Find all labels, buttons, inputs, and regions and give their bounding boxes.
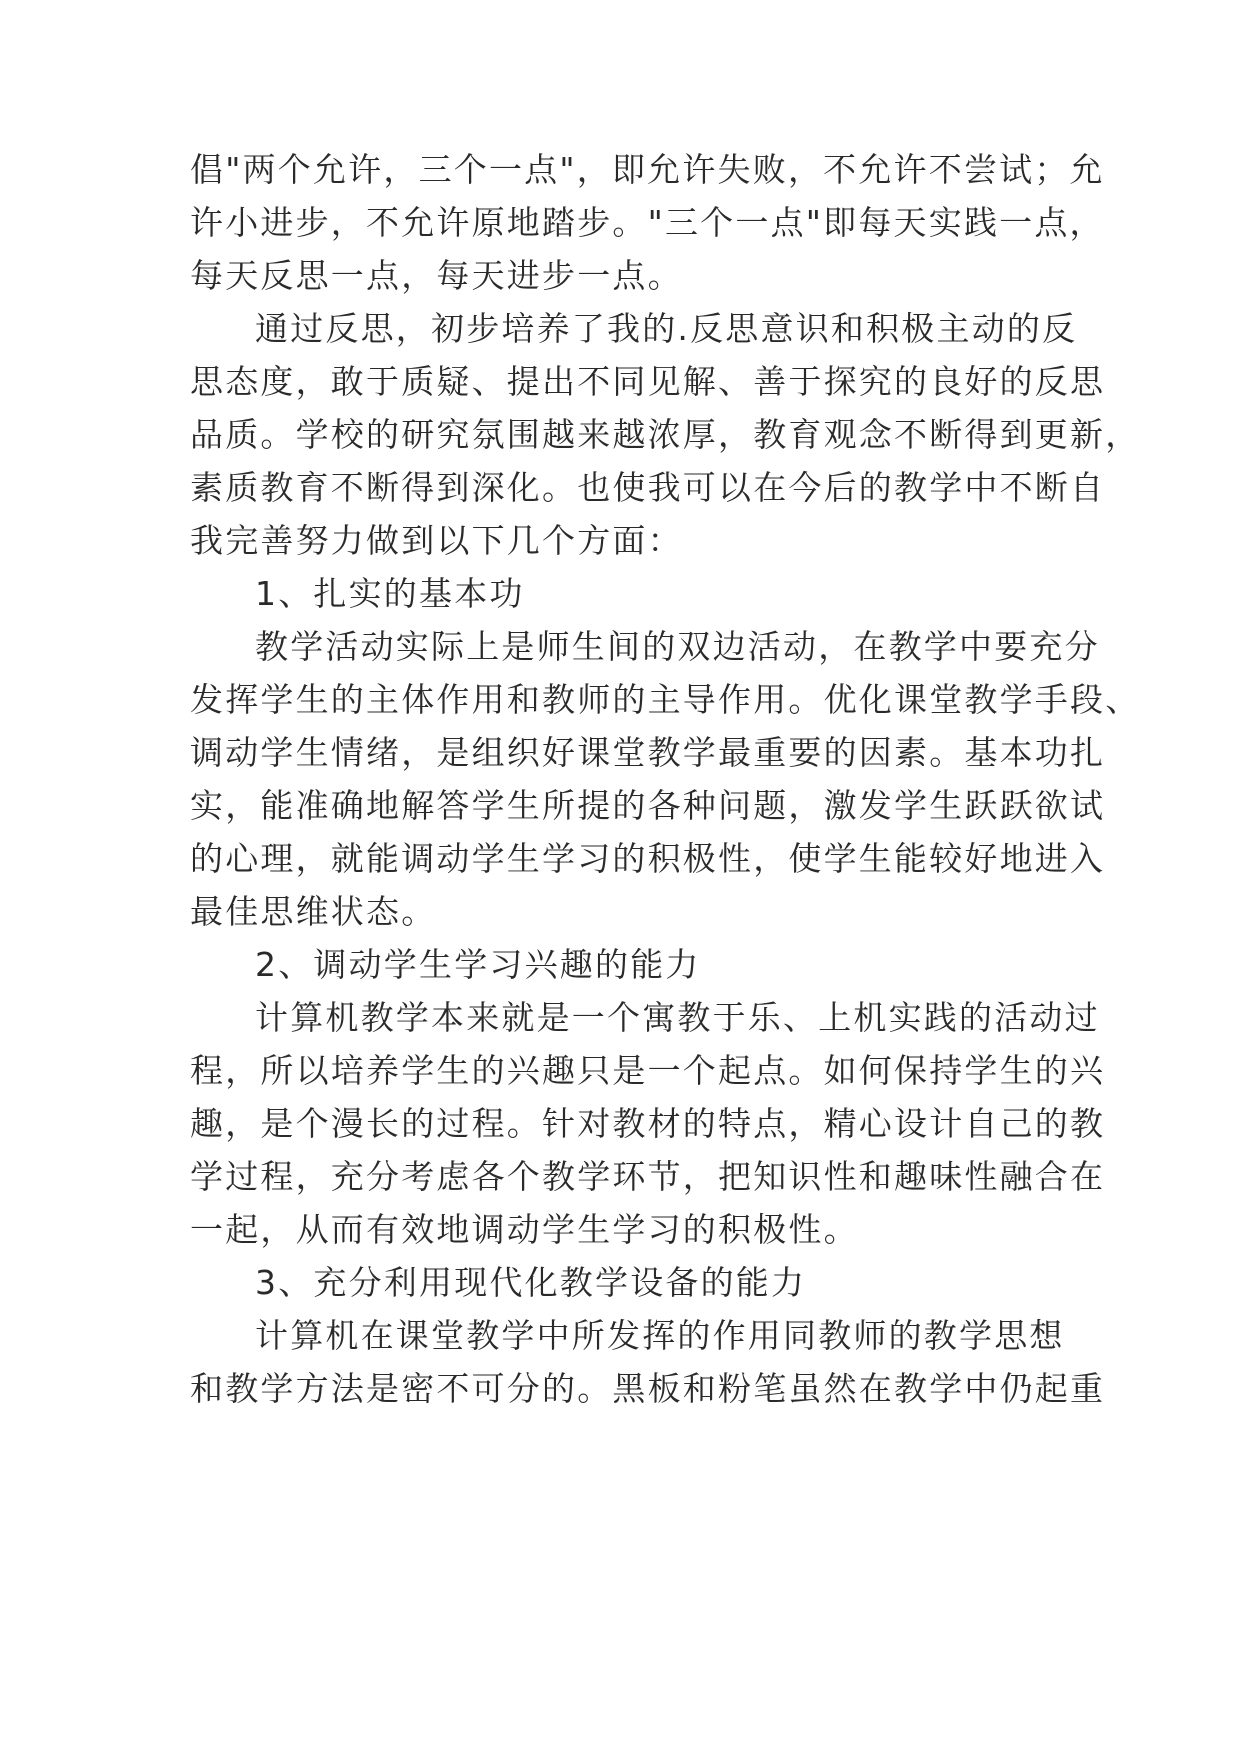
text-line: 许小进步，不允许原地踏步。"三个一点"即每天实践一点，	[190, 203, 1105, 242]
text-line: 发挥学生的主体作用和教师的主导作用。优化课堂教学手段、	[190, 680, 1141, 719]
paragraph-first-line: 计算机教学本来就是一个寓教于乐、上机实践的活动过	[255, 998, 1100, 1037]
paragraph-first-line: 通过反思，初步培养了我的.反思意识和积极主动的反	[255, 309, 1078, 348]
text-line: 素质教育不断得到深化。也使我可以在今后的教学中不断自	[190, 468, 1106, 507]
paragraph-first-line: 教学活动实际上是师生间的双边活动，在教学中要充分	[255, 627, 1100, 666]
text-line: 思态度，敢于质疑、提出不同见解、善于探究的良好的反思	[190, 362, 1106, 401]
section-heading: 3、充分利用现代化教学设备的能力	[255, 1263, 807, 1302]
text-line: 调动学生情绪，是组织好课堂教学最重要的因素。基本功扎	[190, 733, 1106, 772]
text-line: 和教学方法是密不可分的。黑板和粉笔虽然在教学中仍起重	[190, 1369, 1106, 1408]
section-heading: 2、调动学生学习兴趣的能力	[255, 945, 701, 984]
text-line: 程，所以培养学生的兴趣只是一个起点。如何保持学生的兴	[190, 1051, 1106, 1090]
text-line: 一起，从而有效地调动学生学习的积极性。	[190, 1210, 859, 1249]
text-line: 最佳思维状态。	[190, 892, 437, 931]
text-line: 我完善努力做到以下几个方面：	[190, 521, 683, 560]
section-heading: 1、扎实的基本功	[255, 574, 525, 613]
text-line: 趣，是个漫长的过程。针对教材的特点，精心设计自己的教	[190, 1104, 1106, 1143]
text-line: 每天反思一点，每天进步一点。	[190, 256, 683, 295]
text-line: 实，能准确地解答学生所提的各种问题，激发学生跃跃欲试	[190, 786, 1106, 825]
text-line: 学过程，充分考虑各个教学环节，把知识性和趣味性融合在	[190, 1157, 1106, 1196]
text-line: 品质。学校的研究氛围越来越浓厚，教育观念不断得到更新，	[190, 415, 1141, 454]
text-line: 倡"两个允许，三个一点"，即允许失败，不允许不尝试；允	[190, 150, 1105, 189]
paragraph-first-line: 计算机在课堂教学中所发挥的作用同教师的教学思想	[255, 1316, 1065, 1355]
text-line: 的心理，就能调动学生学习的积极性，使学生能较好地进入	[190, 839, 1106, 878]
